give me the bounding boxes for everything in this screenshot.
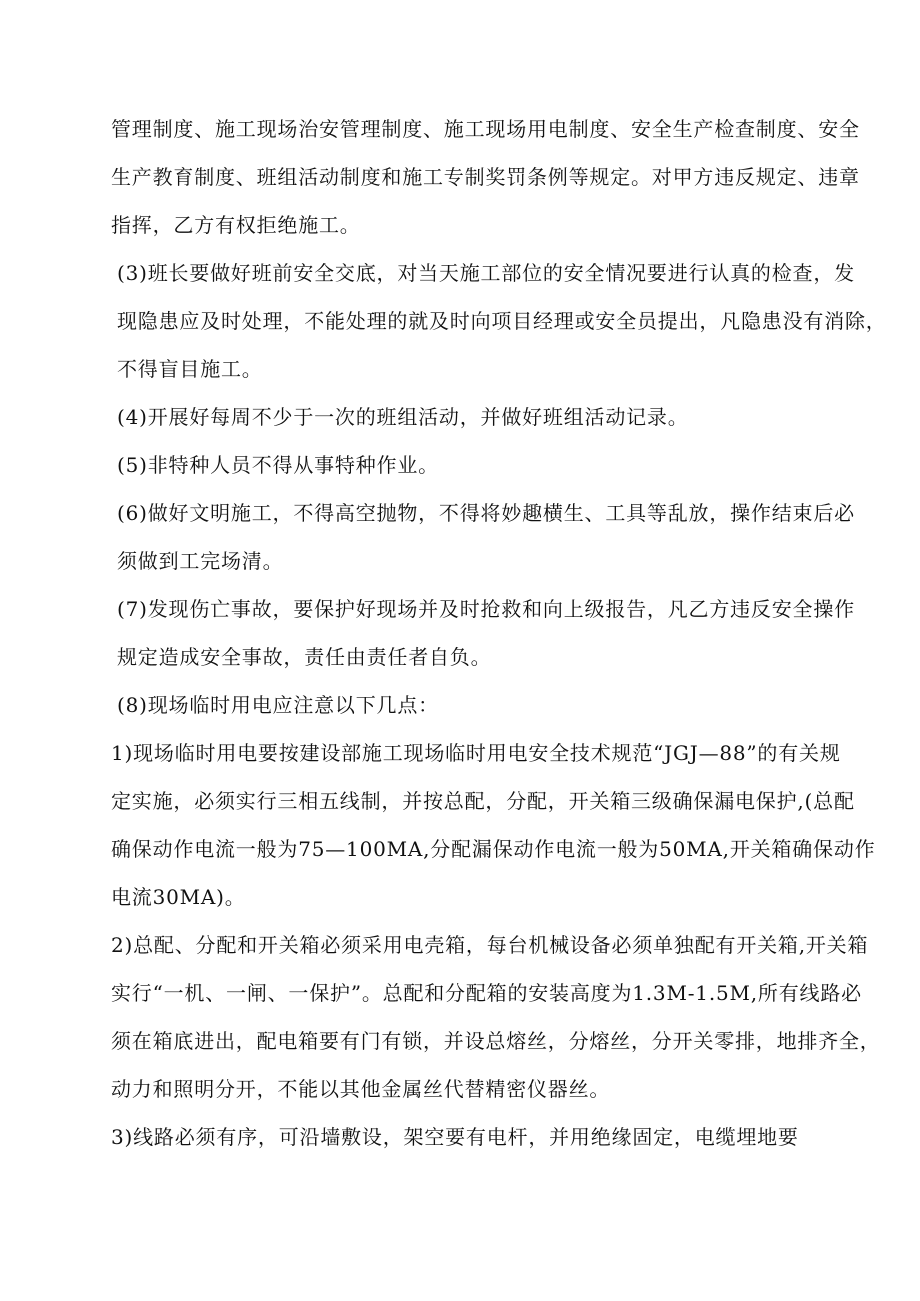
- text-line: 管理制度、施工现场治安管理制度、施工现场用电制度、安全生产检查制度、安全: [111, 117, 860, 141]
- text-line: (5)非特种人员不得从事特种作业。: [117, 453, 439, 477]
- paragraph-item-6: [111, 496, 855, 578]
- paragraph-subitem-1: [111, 736, 876, 914]
- text-line: (7)发现伤亡事故，要保护好现场并及时抢救和向上级报告，凡乙方违反安全操作: [117, 597, 855, 621]
- text-line: 须在箱底进出，配电箱要有门有锁，并设总熔丝，分熔丝，分开关零排，地排齐全，: [111, 1029, 881, 1053]
- paragraph-item-5: [111, 448, 851, 482]
- text-line: 不得盲目施工。: [117, 357, 263, 381]
- text-line: 电流30MA)。: [111, 885, 246, 909]
- text-line: 规定造成安全事故，责任由责任者自负。: [117, 645, 492, 669]
- text-line: 2)总配、分配和开关箱必须采用电壳箱，每台机械设备必须单独配有开关箱,开关箱: [111, 933, 869, 957]
- text-line: 生产教育制度、班组活动制度和施工专制奖罚条例等规定。对甲方违反规定、违章: [111, 165, 860, 189]
- text-line: 实行“一机、一闸、一保护”。总配和分配箱的安装高度为1.3M-1.5M,所有线路必: [111, 981, 862, 1005]
- text-line: 1)现场临时用电要按建设部施工现场临时用电安全技术规范“JGJ—88”的有关规: [111, 741, 841, 765]
- text-line: (3)班长要做好班前安全交底，对当天施工部位的安全情况要进行认真的检查，发: [117, 261, 855, 285]
- text-line: (8)现场临时用电应注意以下几点：: [117, 693, 439, 717]
- text-line: 3)线路必须有序，可沿墙敷设，架空要有电杆，并用绝缘固定，电缆埋地要: [111, 1125, 799, 1149]
- paragraph-subitem-3: [111, 1120, 851, 1154]
- text-line: 现隐患应及时处理，不能处理的就及时向项目经理或安全员提出，凡隐患没有消除，: [117, 309, 887, 333]
- text-line: (6)做好文明施工，不得高空抛物，不得将妙趣横生、工具等乱放，操作结束后必: [117, 501, 855, 525]
- paragraph-item-3: [111, 256, 887, 386]
- text-line: 定实施，必须实行三相五线制，并按总配，分配，开关箱三级确保漏电保护,(总配: [111, 789, 855, 813]
- text-line: 须做到工完场清。: [117, 549, 284, 573]
- paragraph-item-4: [111, 400, 851, 434]
- text-line: (4)开展好每周不少于一次的班组活动，并做好班组活动记录。: [117, 405, 689, 429]
- text-line: 动力和照明分开，不能以其他金属丝代替精密仪器丝。: [111, 1077, 611, 1101]
- text-line: 指挥，乙方有权拒绝施工。: [111, 213, 361, 237]
- document-body: [111, 112, 887, 1168]
- paragraph-item-8: [111, 688, 851, 722]
- text-line: 确保动作电流一般为75—100MA,分配漏保动作电流一般为50MA,开关箱确保动作: [111, 837, 876, 861]
- paragraph-management-systems: [111, 112, 860, 242]
- paragraph-item-7: [111, 592, 855, 674]
- paragraph-subitem-2: [111, 928, 881, 1106]
